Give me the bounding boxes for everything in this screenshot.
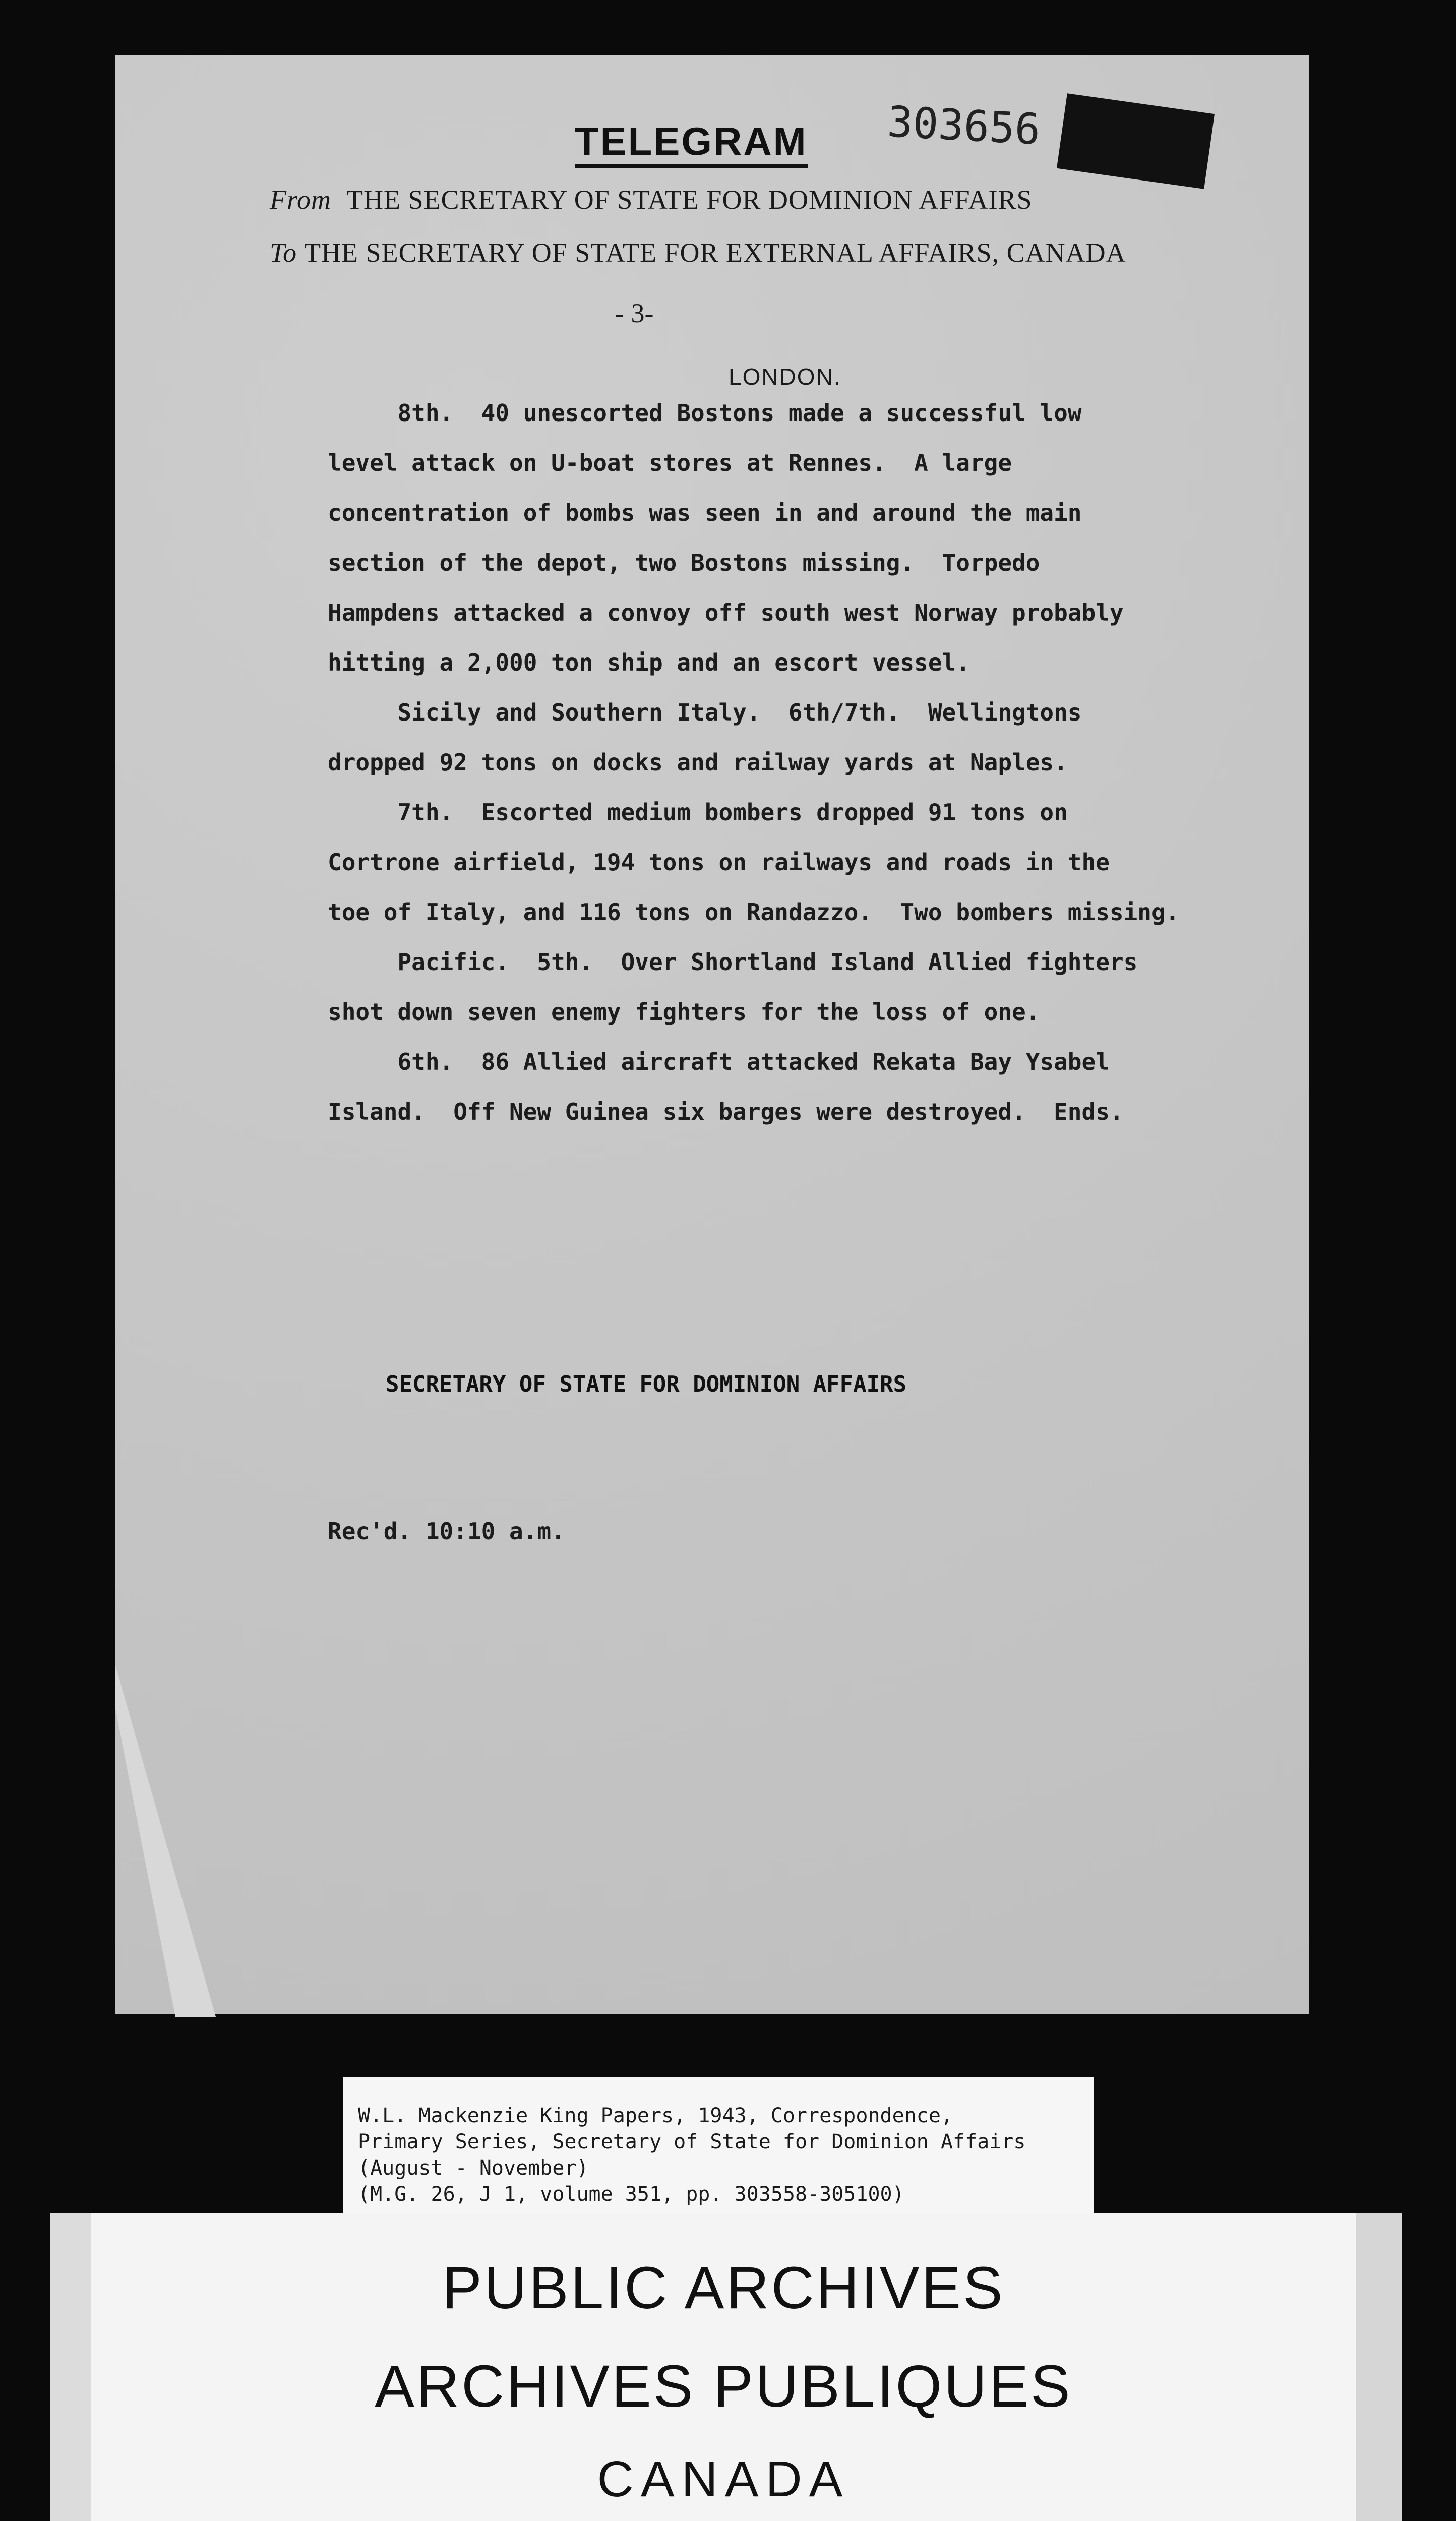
body-line: level attack on U-boat stores at Rennes. A large <box>328 449 1012 476</box>
from-line <box>270 184 1033 215</box>
body-line: Sicily and Southern Italy. 6th/7th. Wellingtons <box>328 699 1082 726</box>
page-number: - 3- <box>615 298 654 328</box>
body-line: 6th. 86 Allied aircraft attacked Rekata Bay Ysabel <box>328 1048 1110 1075</box>
body-line: hitting a 2,000 ton ship and an escort vessel. <box>328 649 970 676</box>
to-label: To <box>270 237 297 268</box>
from-label: From <box>270 185 331 215</box>
archive-line-fr: ARCHIVES PUBLIQUES <box>375 2353 1072 2420</box>
body-line: dropped 92 tons on docks and railway yards at Naples. <box>328 749 1068 776</box>
from-value: THE SECRETARY OF STATE FOR DOMINION AFFAIRS <box>346 185 1033 215</box>
body-line: Pacific. 5th. Over Shortland Island Allied fighters <box>328 948 1138 976</box>
body-line: shot down seven enemy fighters for the loss of one. <box>328 998 1040 1026</box>
body-line: Cortrone airfield, 194 tons on railways and roads in the <box>328 849 1110 876</box>
body-line: concentration of bombs was seen in and around the main <box>328 499 1082 526</box>
signature-line: SECRETARY OF STATE FOR DOMINION AFFAIRS <box>386 1371 907 1397</box>
label-line: (August - November) <box>358 2156 589 2180</box>
archive-line-en: PUBLIC ARCHIVES <box>442 2255 1005 2321</box>
telegram-body <box>328 388 1265 1137</box>
body-line: Island. Off New Guinea six barges were destroyed. Ends. <box>328 1098 1124 1125</box>
received-time: Rec'd. 10:10 a.m. <box>328 1518 565 1545</box>
archive-banner <box>50 2213 1402 2521</box>
body-line: 8th. 40 unescorted Bostons made a successful low <box>328 399 1082 427</box>
stamp-number: 303656 <box>886 97 1042 154</box>
document-title: TELEGRAM <box>575 121 808 168</box>
archive-line-country: CANADA <box>597 2451 850 2507</box>
body-line: 7th. Escorted medium bombers dropped 91 tons on <box>328 799 1068 826</box>
origin-city: LONDON. <box>729 364 841 390</box>
collection-label <box>343 2077 1094 2216</box>
body-line: section of the depot, two Bostons missing. Torpedo <box>328 549 1040 576</box>
to-line <box>270 237 1126 268</box>
label-line: Primary Series, Secretary of State for Dominion Affairs <box>358 2130 1026 2153</box>
label-line: W.L. Mackenzie King Papers, 1943, Correspondence, <box>358 2104 953 2127</box>
label-line: (M.G. 26, J 1, volume 351, pp. 303558-305100) <box>358 2183 904 2206</box>
to-value: THE SECRETARY OF STATE FOR EXTERNAL AFFAIRS, CANADA <box>304 237 1126 268</box>
body-line: toe of Italy, and 116 tons on Randazzo. Two bombers missing. <box>328 898 1180 926</box>
body-line: Hampdens attacked a convoy off south west Norway probably <box>328 599 1124 626</box>
